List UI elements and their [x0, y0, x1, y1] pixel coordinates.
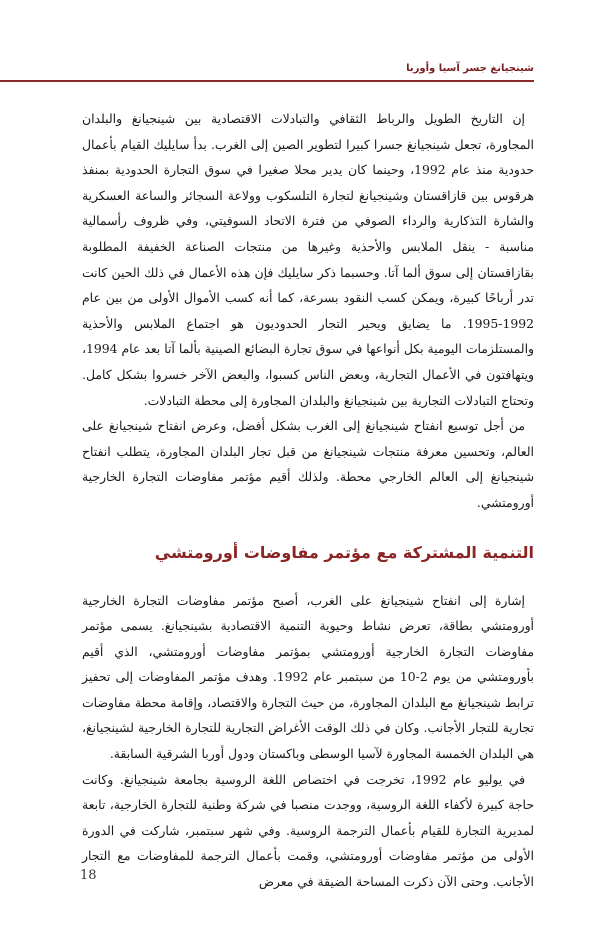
section-heading: التنمية المشتركة مع مؤتمر مفاوضات أورومتشي [154, 542, 534, 562]
body-paragraph: في يوليو عام 1992، تخرجت في اختصاص اللغة الروسية بجامعة شينجيانغ. وكانت حاجة كبيرة لأكفاء اللغة الروسية، ووجدت منصبا في شركة وطنية للتجارة الخارجية، تابعة لمديرية التجارة للقيام بأعمال الترجمة الروسية. وفي شهر سبتمبر، شاركت في الدورة الأولى من مؤتمر مفاوضات أورومتشي، وقمت بأعمال الترجمة للمفاوضات مع التجار الأجانب. وحتى الآن ذكرت المساحة الضيقة في معرض [82, 771, 534, 890]
page-number: 18 [80, 868, 97, 883]
running-header-title: شينجيانغ جسر آسيا وأوربا [406, 63, 534, 74]
page-body [82, 106, 534, 895]
body-paragraph: من أجل توسيع انفتاح شينجيانغ إلى الغرب بشكل أفضل، وعرض انفتاح شينجيانغ على العالم، وتحسين معرفة منتجات شينجيانغ من قبل تجار البلدان المجاورة، يتطلب انفتاح شينجيانغ إلى العالم الخارجي محطة. ولذلك أقيم مؤتمر مفاوضات التجارة الخارجية أورومتشي. [82, 418, 534, 510]
body-paragraph: إن التاريخ الطويل والرباط الثقافي والتبادلات الاقتصادية بين شينجيانغ والبلدان المجاورة، تجعل شينجيانغ جسرا كبيرا لتطوير الصين إلى الغرب. بدأ سايليك القيام بأعمال حدودية منذ عام 1992، وحينما كان يدير محلا صغيرا في سوق التجارة الحدودية بمنفذ هرقوس بين قازاقستان وشينجيانغ لتجارة التلسكوب وولاعة السجائر والساعة العسكرية والشارة التذكارية والرداء الصوفي من فترة الاتحاد السوفيتي، وفي ظروف رأسمالية مناسبة - ينقل الملابس والأحذية وغيرها من منتجات الصناعة الخفيفة المطلوبة بقازاقستان إلى سوق ألما آتا. وحسبما ذكر سايليك فإن هذه الأعمال في ذلك الحين كانت تدر أرباحًا كبيرة، ويمكن كسب النقود بسرعة، كما أنه كسب الأموال الأولى من بين عام 1992-1995. ما يضايق ويحير التجار الحدوديون هو اجتماع الملابس والأحذية والمستلزمات اليومية بكل أنواعها في سوق تجارة البضائع الصينية بألما آتا بعد عام 1994، ويتهافتون في الأعمال التجارية، وبعض الناس كسبوا، والبعض الآخر خسروا بشكل كامل. وتحتاج التبادلات التجارية بين شينجيانغ والبلدان المجاورة إلى محطة التبادلات. [82, 111, 534, 408]
header-divider [0, 80, 534, 82]
body-paragraph: إشارة إلى انفتاح شينجيانغ على الغرب، أصبح مؤتمر مفاوضات التجارة الخارجية أورومتشي بطاقة، تعرض نشاط وحيوية التنمية الاقتصادية بشينجيانغ. يسمى مؤتمر مفاوضات التجارة الخارجية أورومتشي بمؤتمر مفاوضات أورومتشي، الذي أقيم بأورومتشي من يوم 2-10 من سبتمبر عام 1992. وهدف مؤتمر المفاوضات إلى تحفيز ترابط شينجيانغ مع البلدان المجاورة، من حيث التجارة والاقتصاد، وإقامة محطة مفاوضات تجارية للتجار الأجانب. وكان في ذلك الوقت الأغراض التجارية للتجارة الخارجية لشينجيانغ، هي البلدان الخمسة المجاورة لآسيا الوسطى وباكستان ودول أوربا الشرقية السابقة. [82, 592, 534, 762]
